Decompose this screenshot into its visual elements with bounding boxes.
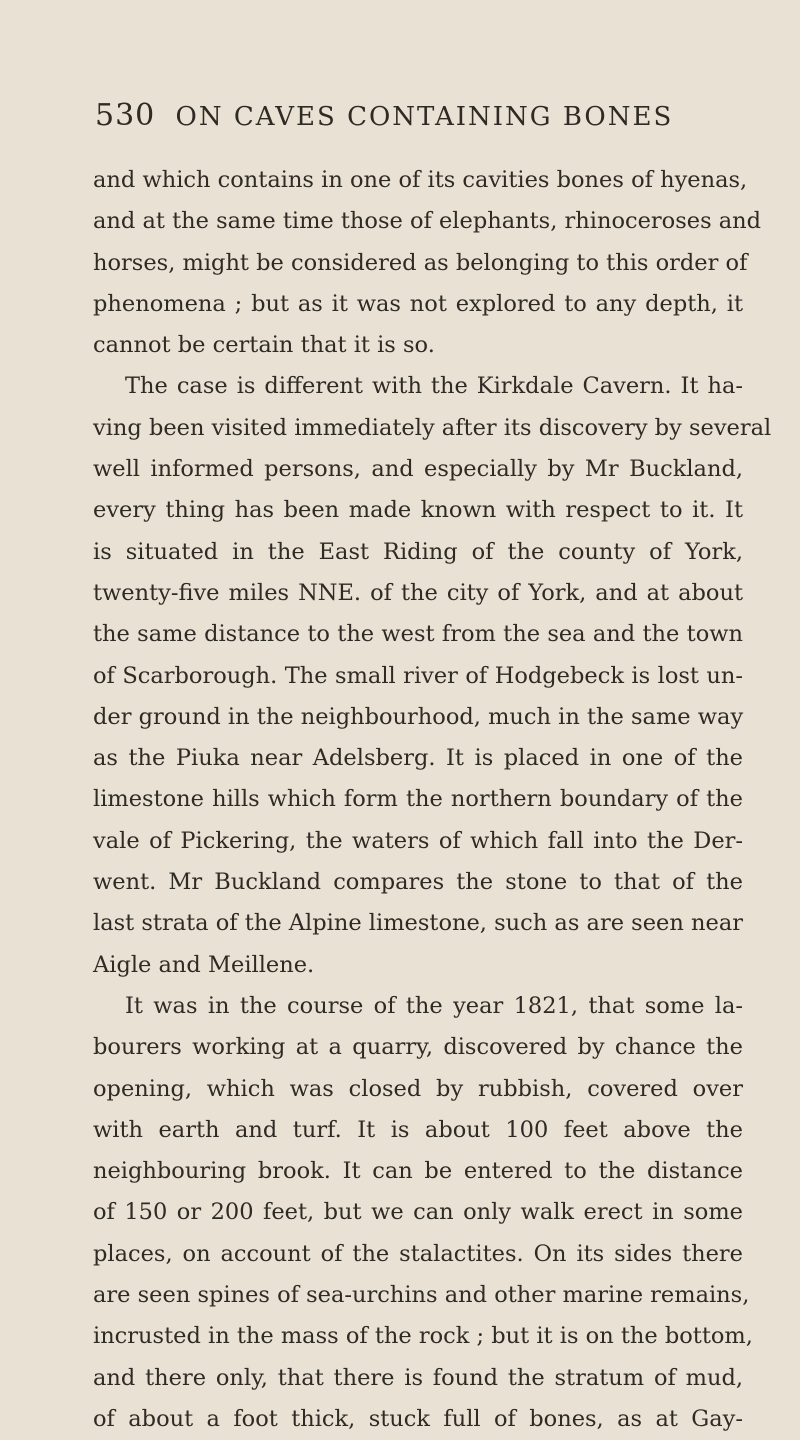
- text-line: incrusted in the mass of the rock ; but it is on the bottom,: [93, 1323, 753, 1350]
- text-line: vale of Pickering, the waters of which fall into the Der-: [93, 827, 743, 854]
- text-line: opening, which was closed by rubbish, covered over: [93, 1075, 743, 1102]
- text-line: Aigle and Meillene.: [93, 951, 315, 978]
- text-line: with earth and turf. It is about 100 feet above the: [93, 1116, 743, 1143]
- text-line: of Scarborough. The small river of Hodgebeck is lost un-: [93, 662, 743, 689]
- text-line: phenomena ; but as it was not explored to any depth, it: [93, 290, 743, 317]
- text-line: places, on account of the stalactites. On its sides there: [93, 1240, 743, 1267]
- text-line: The case is different with the Kirkdale Cavern. It ha-: [125, 373, 743, 400]
- text-line: ving been visited immediately after its discovery by several: [93, 414, 772, 441]
- text-line: horses, might be considered as belonging to this order of: [93, 249, 748, 276]
- page-number: 530: [95, 98, 156, 133]
- text-line: last strata of the Alpine limestone, such as are seen near: [93, 910, 743, 937]
- text-line: well informed persons, and especially by Mr Buckland,: [93, 456, 743, 483]
- running-head: [95, 98, 755, 133]
- text-line: neighbouring brook. It can be entered to the distance: [93, 1158, 743, 1185]
- text-line: as the Piuka near Adelsberg. It is placed in one of the: [93, 745, 743, 772]
- text-line: every thing has been made known with respect to it. It: [93, 497, 743, 524]
- text-line: limestone hills which form the northern boundary of the: [93, 786, 743, 813]
- text-line: went. Mr Buckland compares the stone to that of the: [93, 869, 743, 896]
- text-line: the same distance to the west from the sea and the town: [93, 621, 743, 648]
- text-line: cannot be certain that it is so.: [93, 332, 435, 359]
- text-line: are seen spines of sea-urchins and other marine remains,: [93, 1282, 750, 1309]
- text-line: of about a foot thick, stuck full of bones, as at Gay-: [93, 1405, 743, 1432]
- text-line: and at the same time those of elephants, rhinoceroses and: [93, 208, 762, 235]
- text-line: is situated in the East Riding of the county of York,: [93, 538, 743, 565]
- text-line: twenty-five miles NNE. of the city of York, and at about: [93, 579, 743, 606]
- text-line: It was in the course of the year 1821, that some la-: [125, 992, 743, 1019]
- running-title: ON CAVES CONTAINING BONES: [175, 102, 674, 132]
- text-line: and there only, that there is found the stratum of mud,: [93, 1364, 743, 1391]
- text-line: der ground in the neighbourhood, much in the same way: [93, 703, 744, 730]
- text-line: and which contains in one of its cavities bones of hyenas,: [93, 167, 748, 193]
- text-line: bourers working at a quarry, discovered by chance the: [93, 1034, 743, 1061]
- body-text: [93, 160, 772, 1440]
- text-line: of 150 or 200 feet, but we can only walk erect in some: [93, 1199, 743, 1226]
